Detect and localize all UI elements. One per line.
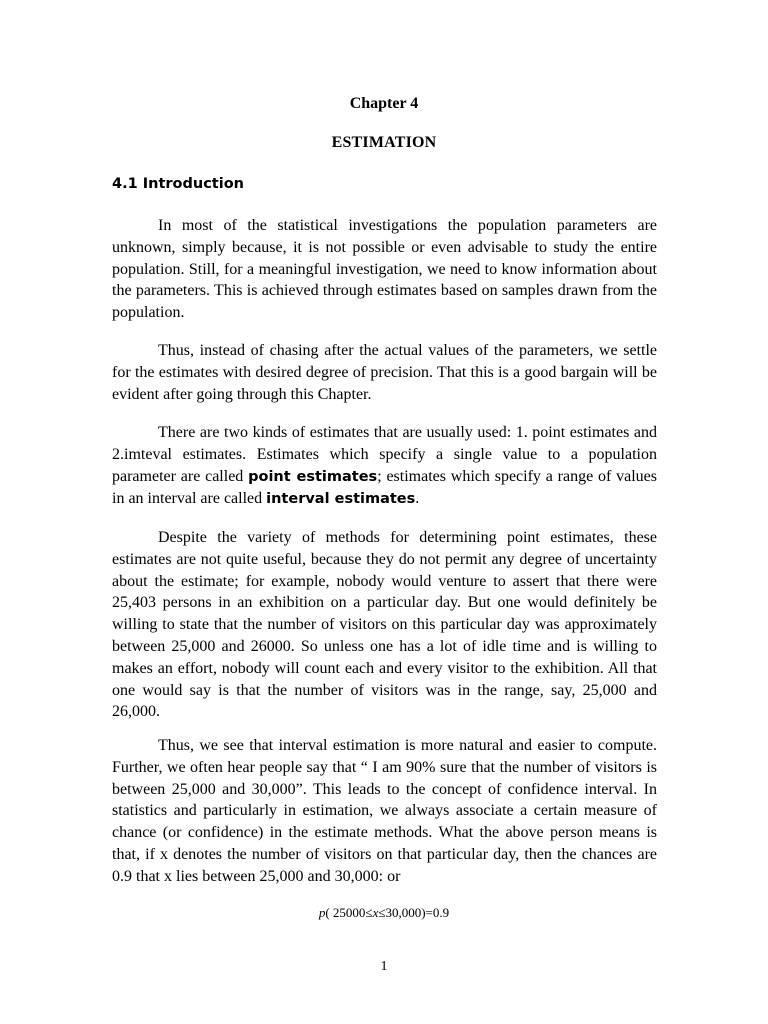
- equation-close: ≤30,000)=0.9: [378, 905, 450, 920]
- section-heading: 4.1 Introduction: [112, 176, 244, 192]
- equation-x: x: [372, 905, 379, 920]
- paragraph-kinds-text-2: ; estimates which specify a range of values in an interval are called: [112, 467, 657, 508]
- paragraph-interval-estimation: Thus, we see that interval estimation is more natural and easier to compute. Further, we often hear people say that “ I am 90% sure that the number of visitors is between 25,000 and 30,000”. This leads to the concept of confidence interval. In statistics and particularly in estimation, we always associate a certain measure of chance (or confidence) in the estimate methods. What the above person means is that, if x denotes the number of visitors on that particular day, then the chances are 0.9 that x lies between 25,000 and 30,000: or: [112, 737, 657, 885]
- chapter-title: ESTIMATION: [331, 134, 437, 151]
- page-number: 1: [380, 959, 388, 974]
- equation-p: p: [318, 905, 326, 920]
- probability-equation: [0, 904, 768, 922]
- paragraph-point-estimates-limits: Despite the variety of methods for determining point estimates, these estimates are not quite useful, because they do not permit any degree of uncertainty about the estimate; for example, nobody would venture to assert that there were 25,403 persons in an exhibition on a particular day. But one would definitely be willing to state that the number of visitors on this particular day was approximately between 25,000 and 26000. So unless one has a lot of idle time and is willing to makes an effort, nobody will count each and every visitor to the exhibition. All that one would say is that the number of visitors was in the range, say, 25,000 and 26,000.: [112, 529, 657, 721]
- paragraph-intro: In most of the statistical investigations the population parameters are unknown, simply because, it is not possible or even advisable to study the entire population. Still, for a meaningful investigation, we need to know information about the parameters. This is achieved through estimates based on samples drawn from the population.: [112, 217, 657, 322]
- paragraph-kinds-of-estimates: [112, 422, 657, 511]
- term-point-estimates: point estimates: [248, 468, 378, 485]
- chapter-number: Chapter 4: [349, 95, 419, 112]
- paragraph-precision: Thus, instead of chasing after the actual values of the parameters, we settle for the estimates with desired degree of precision. That this is a good bargain will be evident after going through this Chapter.: [112, 342, 657, 403]
- paragraph-kinds-text-1: There are two kinds of estimates that are usually used: 1. point estimates and 2.imteval estimates. Estimates which specify a single value to a population parameter are called: [112, 424, 657, 485]
- paragraph-kinds-text-3: .: [415, 490, 420, 508]
- term-interval-estimates: interval estimates: [266, 491, 416, 508]
- equation-open: ( 25000≤: [325, 905, 373, 920]
